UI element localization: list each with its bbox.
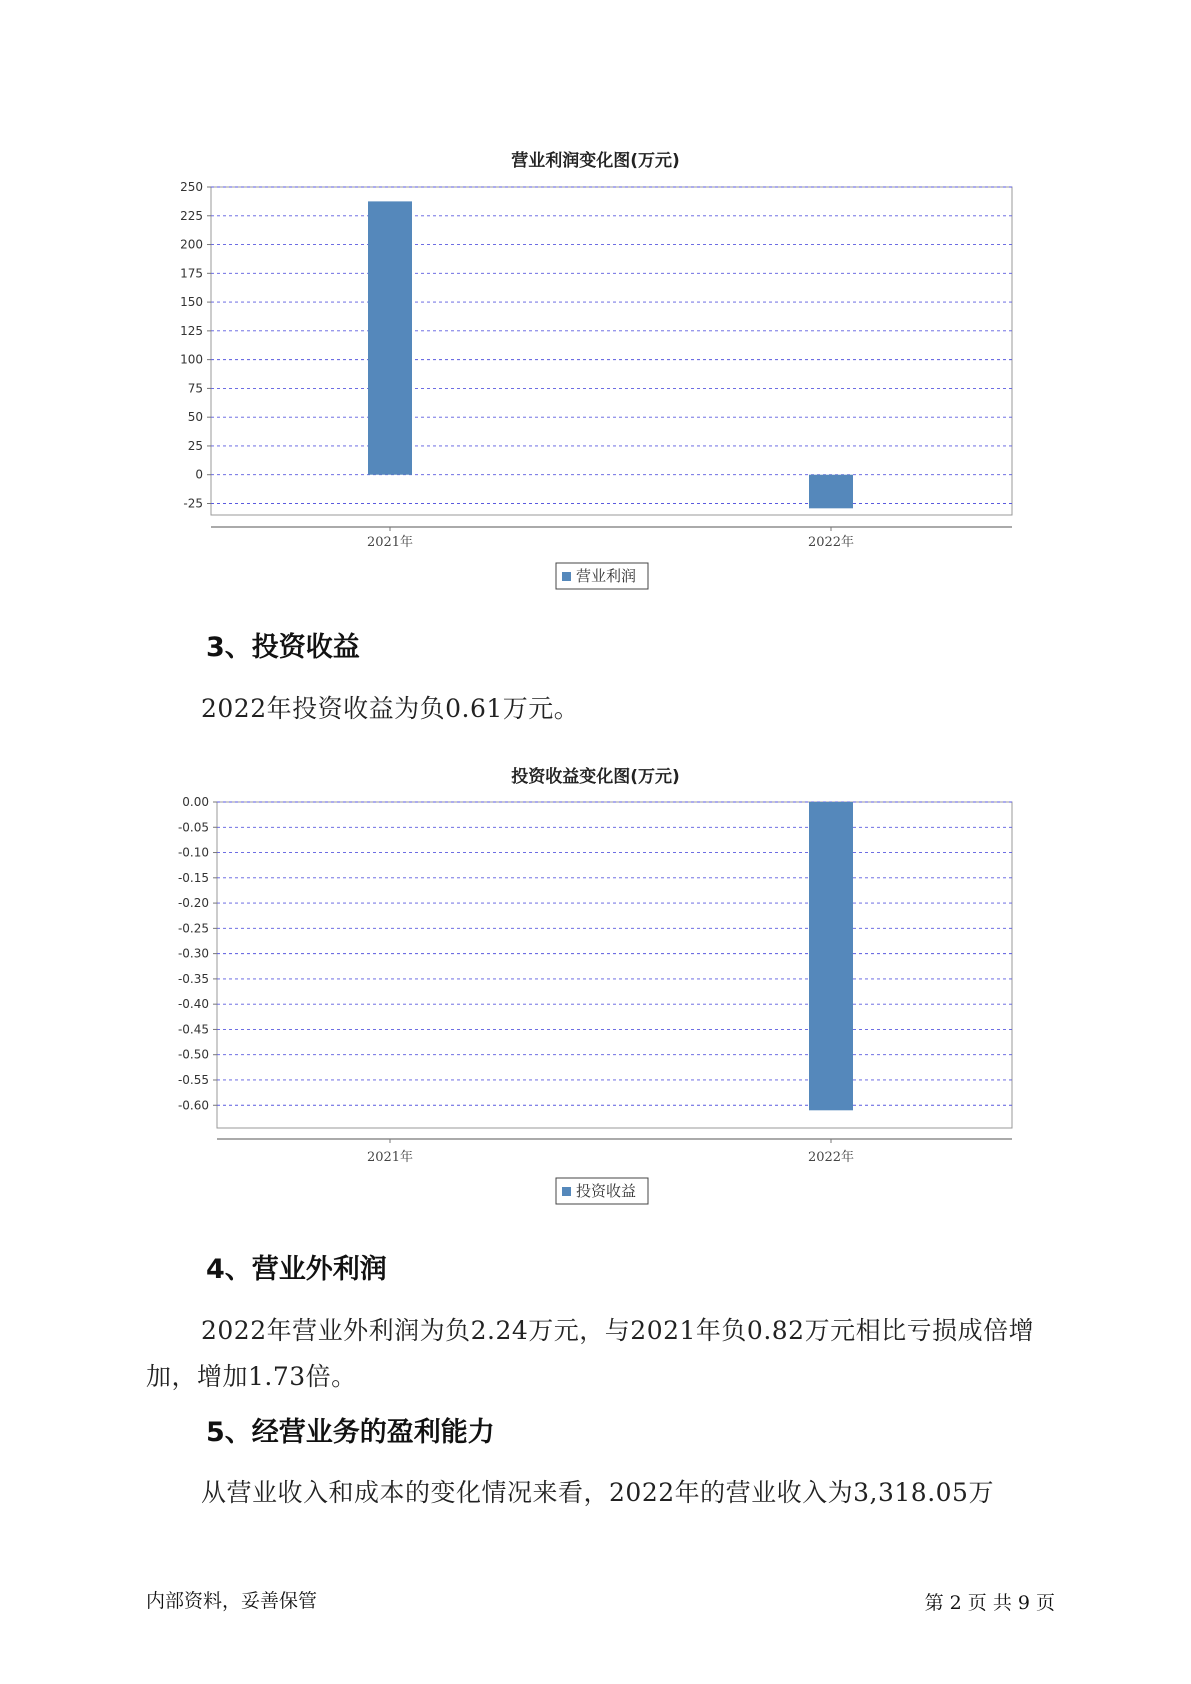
plot-area xyxy=(211,187,1012,515)
y-tick-label: -0.30 xyxy=(177,946,209,961)
y-tick-label: 225 xyxy=(180,208,203,223)
y-tick-label: -0.45 xyxy=(177,1022,209,1037)
y-tick-label: -0.40 xyxy=(177,997,209,1012)
y-tick-label: -0.50 xyxy=(177,1047,209,1062)
y-tick-label: 100 xyxy=(180,352,203,367)
footer-page-number: 第 2 页 共 9 页 xyxy=(924,1592,1055,1614)
y-tick-label: 150 xyxy=(180,295,203,310)
y-tick-label: -0.20 xyxy=(177,896,209,911)
bar-2022年 xyxy=(809,802,853,1110)
y-tick-label: 250 xyxy=(180,180,203,194)
investment-income-chart xyxy=(0,790,1191,1220)
chart-title-operating-profit: 营业利润变化图(万元) xyxy=(511,151,680,171)
y-tick-label: 0 xyxy=(195,467,203,482)
y-tick-label: 0.00 xyxy=(182,795,209,809)
legend-label: 营业利润 xyxy=(576,567,637,585)
legend-swatch xyxy=(562,1187,571,1196)
y-tick-label: 175 xyxy=(180,266,203,281)
x-tick-label: 2021年 xyxy=(366,1150,414,1165)
y-tick-label: 125 xyxy=(180,323,203,338)
y-tick-label: -0.10 xyxy=(177,845,209,860)
bar-2022年 xyxy=(809,475,853,509)
x-tick-label: 2022年 xyxy=(807,1150,855,1165)
y-tick-label: 50 xyxy=(187,410,203,425)
y-tick-label: -0.15 xyxy=(177,870,209,885)
y-tick-label: 200 xyxy=(180,237,203,252)
y-tick-label: 75 xyxy=(187,381,203,396)
chart-title-investment-income: 投资收益变化图(万元) xyxy=(511,767,680,787)
legend-label: 投资收益 xyxy=(576,1182,637,1200)
y-tick-label: -0.25 xyxy=(177,921,209,936)
section-heading-profitability: 5、经营业务的盈利能力 xyxy=(206,1417,495,1448)
x-tick-label: 2021年 xyxy=(366,535,414,550)
bar-2021年 xyxy=(368,201,412,474)
y-tick-label: -25 xyxy=(183,496,203,511)
section-heading-investment-income: 3、投资收益 xyxy=(206,632,360,663)
section-heading-non-operating-profit: 4、营业外利润 xyxy=(206,1254,387,1285)
y-tick-label: 25 xyxy=(187,438,203,453)
footer-confidential-note: 内部资料，妥善保管 xyxy=(146,1590,318,1612)
paragraph-investment-income: 2022年投资收益为负0.61万元。 xyxy=(201,694,580,723)
x-tick-label: 2022年 xyxy=(807,535,855,550)
paragraph-profitability: 从营业收入和成本的变化情况来看，2022年的营业收入为3,318.05万 xyxy=(201,1478,994,1507)
paragraph-non-operating-profit: 2022年营业外利润为负2.24万元，与2021年负0.82万元相比亏损成倍增加，增加1.73倍。 xyxy=(146,1316,1035,1391)
y-tick-label: -0.60 xyxy=(177,1098,209,1113)
operating-profit-chart xyxy=(0,170,1191,600)
y-tick-label: -0.35 xyxy=(177,971,209,986)
y-tick-label: -0.55 xyxy=(177,1072,209,1087)
plot-area xyxy=(217,802,1012,1128)
legend-swatch xyxy=(562,572,571,581)
y-tick-label: -0.05 xyxy=(177,820,209,835)
